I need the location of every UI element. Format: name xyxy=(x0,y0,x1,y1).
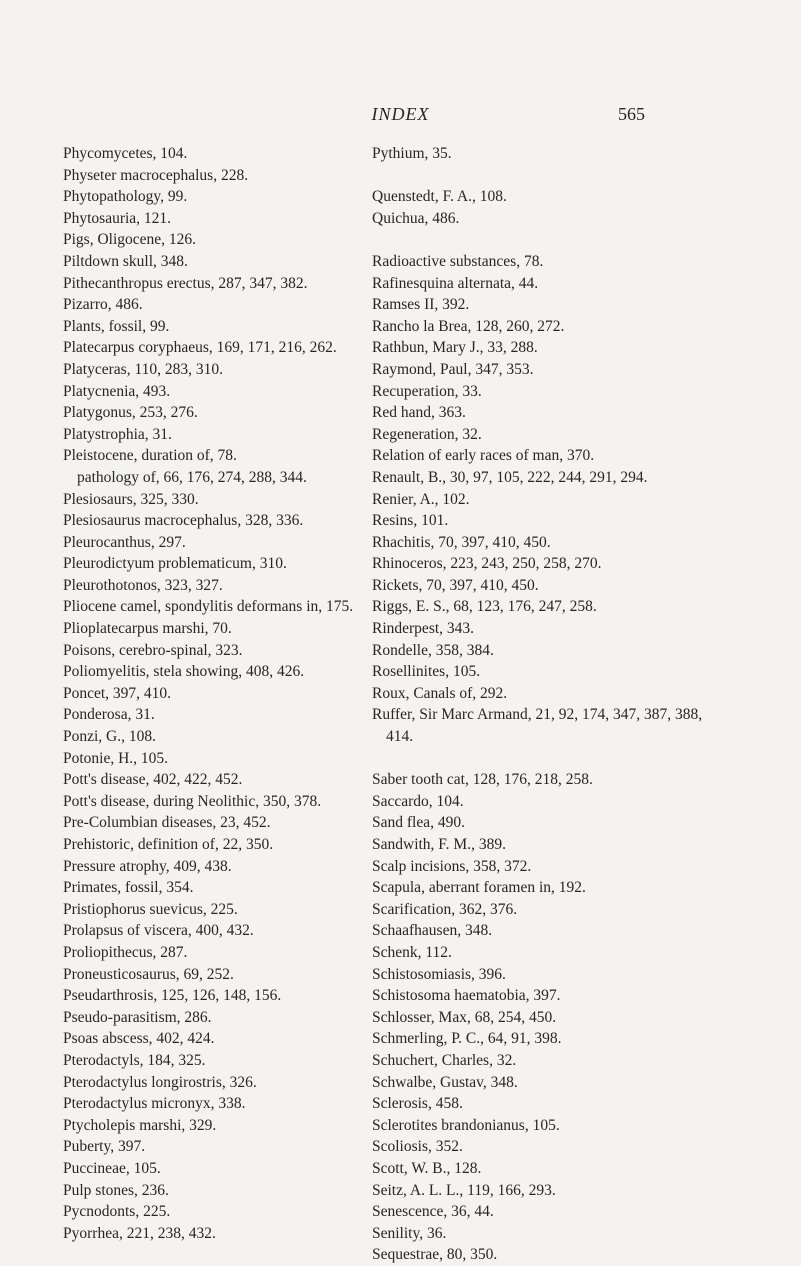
index-entry: Rickets, 70, 397, 410, 450. xyxy=(372,576,539,594)
index-entry: Platycnenia, 493. xyxy=(63,382,171,400)
index-entry: Puberty, 397. xyxy=(63,1138,146,1156)
index-entry: Ponzi, G., 108. xyxy=(63,728,156,746)
index-entry: Potonie, H., 105. xyxy=(63,749,169,767)
letter-gap xyxy=(372,229,712,251)
index-entry: Saccardo, 104. xyxy=(372,792,464,810)
index-entry: Rondelle, 358, 384. xyxy=(372,641,494,659)
index-entry: Renault, B., 30, 97, 105, 222, 244, 291, 294. xyxy=(372,468,648,486)
index-entry: Phycomycetes, 104. xyxy=(63,145,188,162)
index-entry: Red hand, 363. xyxy=(372,404,466,422)
index-entry: Platystrophia, 31. xyxy=(63,425,172,443)
index-entry: Pleurothotonos, 323, 327. xyxy=(63,576,223,594)
index-entry: Platyceras, 110, 283, 310. xyxy=(63,360,223,378)
index-entry: Schenk, 112. xyxy=(372,943,452,961)
index-entry: Raymond, Paul, 347, 353. xyxy=(372,360,534,378)
index-entry: Pythium, 35. xyxy=(372,145,452,162)
index-entry: Rafinesquina alternata, 44. xyxy=(372,274,539,292)
index-entry: Rancho la Brea, 128, 260, 272. xyxy=(372,317,565,335)
index-entry: Schuchert, Charles, 32. xyxy=(372,1051,517,1069)
index-entry: Scoliosis, 352. xyxy=(372,1138,463,1156)
running-head: INDEX xyxy=(371,104,430,124)
letter-gap xyxy=(372,165,712,187)
index-entry: Roux, Canals of, 292. xyxy=(372,684,508,702)
index-entry: Pleurodictyum problematicum, 310. xyxy=(63,555,287,573)
index-entry: Pycnodonts, 225. xyxy=(63,1203,171,1221)
index-entry: Sandwith, F. M., 389. xyxy=(372,836,506,853)
index-entry: Poncet, 397, 410. xyxy=(63,684,172,702)
index-entry: Scapula, aberrant foramen in, 192. xyxy=(372,879,586,897)
index-entry: Pulp stones, 236. xyxy=(63,1181,169,1199)
index-column-right xyxy=(372,143,712,1266)
index-entry: Ramses II, 392. xyxy=(372,296,470,314)
index-entry: Pyorrhea, 221, 238, 432. xyxy=(63,1224,216,1242)
index-entry: Phytopathology, 99. xyxy=(63,188,188,206)
index-entry: Scalp incisions, 358, 372. xyxy=(372,857,532,875)
index-entry: Plioplatecarpus marshi, 70. xyxy=(63,620,232,638)
index-entry: Rhinoceros, 223, 243, 250, 258, 270. xyxy=(372,555,602,573)
index-entry: Rathbun, Mary J., 33, 288. xyxy=(372,339,538,357)
index-entry: Proneusticosaurus, 69, 252. xyxy=(63,965,234,983)
index-entry: Riggs, E. S., 68, 123, 176, 247, 258. xyxy=(372,598,597,616)
index-entry: Pleistocene, duration of, 78. xyxy=(63,447,237,465)
index-entry: Physeter macrocephalus, 228. xyxy=(63,166,249,184)
index-entry: Pizarro, 486. xyxy=(63,296,143,314)
index-entry: Prolapsus of viscera, 400, 432. xyxy=(63,922,254,940)
index-entry: Pressure atrophy, 409, 438. xyxy=(63,857,232,875)
index-entry: Pterodactyls, 184, 325. xyxy=(63,1051,206,1069)
index-entry: Scarification, 362, 376. xyxy=(372,900,518,918)
index-entry: Platecarpus coryphaeus, 169, 171, 216, 262. xyxy=(63,339,337,357)
index-entry: Resins, 101. xyxy=(372,512,449,530)
index-entry: Pleurocanthus, 297. xyxy=(63,533,186,551)
index-entry: Renier, A., 102. xyxy=(372,490,470,508)
index-entry: Senescence, 36, 44. xyxy=(372,1203,494,1221)
index-subentry: pathology of, 66, 176, 274, 288, 344. xyxy=(77,468,307,486)
index-entry: Schistosoma haematobia, 397. xyxy=(372,987,561,1005)
index-entry: Schistosomiasis, 396. xyxy=(372,965,506,983)
index-entry: Pterodactylus micronyx, 338. xyxy=(63,1095,246,1113)
index-entry: Schwalbe, Gustav, 348. xyxy=(372,1073,518,1091)
index-entry: Rinderpest, 343. xyxy=(372,620,475,638)
index-entry: Proliopithecus, 287. xyxy=(63,943,188,961)
index-entry: Recuperation, 33. xyxy=(372,382,482,400)
index-entry: Seitz, A. L. L., 119, 166, 293. xyxy=(372,1181,556,1199)
index-entry: Senility, 36. xyxy=(372,1224,447,1242)
page-header xyxy=(0,104,801,128)
index-entry: Poliomyelitis, stela showing, 408, 426. xyxy=(63,663,305,681)
index-entry: Sequestrae, 80, 350. xyxy=(372,1246,498,1264)
index-entry: Pithecanthropus erectus, 287, 347, 382. xyxy=(63,274,308,292)
index-entry: Ruffer, Sir Marc Armand, 21, 92, 174, 347, 387, 388, 414. xyxy=(372,706,703,746)
index-entry: Platygonus, 253, 276. xyxy=(63,404,198,422)
index-entry: Pseudo-parasitism, 286. xyxy=(63,1008,212,1026)
letter-gap xyxy=(372,748,712,770)
index-entry: Phytosauria, 121. xyxy=(63,209,172,227)
index-entry: Sand flea, 490. xyxy=(372,814,465,832)
index-entry: Ponderosa, 31. xyxy=(63,706,155,724)
index-entry: Primates, fossil, 354. xyxy=(63,879,194,897)
index-entry: Schaafhausen, 348. xyxy=(372,922,493,940)
index-entry: Rosellinites, 105. xyxy=(372,663,481,681)
index-column-left xyxy=(63,143,403,1244)
index-entry: Sclerotites brandonianus, 105. xyxy=(372,1116,560,1134)
index-entry: Regeneration, 32. xyxy=(372,425,482,443)
index-entry: Psoas abscess, 402, 424. xyxy=(63,1030,215,1048)
index-entry: Radioactive substances, 78. xyxy=(372,252,544,270)
index-entry: Saber tooth cat, 128, 176, 218, 258. xyxy=(372,771,593,789)
index-entry: Rhachitis, 70, 397, 410, 450. xyxy=(372,533,551,551)
index-entry: Prehistoric, definition of, 22, 350. xyxy=(63,836,274,853)
index-entry: Quichua, 486. xyxy=(372,209,460,227)
index-entry: Piltdown skull, 348. xyxy=(63,252,188,270)
index-entry: Schmerling, P. C., 64, 91, 398. xyxy=(372,1030,562,1048)
index-entry: Pott's disease, 402, 422, 452. xyxy=(63,771,243,789)
index-entry: Sclerosis, 458. xyxy=(372,1095,463,1113)
index-entry: Pliocene camel, spondylitis deformans in, 175. xyxy=(63,598,354,616)
index-entry: Pseudarthrosis, 125, 126, 148, 156. xyxy=(63,987,282,1005)
index-entry: Pigs, Oligocene, 126. xyxy=(63,231,197,249)
index-entry: Scott, W. B., 128. xyxy=(372,1159,482,1177)
index-entry: Pott's disease, during Neolithic, 350, 378. xyxy=(63,792,322,810)
index-entry: Poisons, cerebro-spinal, 323. xyxy=(63,641,243,659)
index-entry: Pristiophorus suevicus, 225. xyxy=(63,900,238,918)
index-entry: Plants, fossil, 99. xyxy=(63,317,170,335)
index-entry: Relation of early races of man, 370. xyxy=(372,447,595,465)
index-entry: Pre-Columbian diseases, 23, 452. xyxy=(63,814,271,832)
index-entry: Ptycholepis marshi, 329. xyxy=(63,1116,217,1134)
page-number: 565 xyxy=(618,104,645,124)
index-entry: Plesiosaurus macrocephalus, 328, 336. xyxy=(63,512,304,530)
index-entry: Puccineae, 105. xyxy=(63,1159,161,1177)
index-entry: Plesiosaurs, 325, 330. xyxy=(63,490,199,508)
index-entry: Quenstedt, F. A., 108. xyxy=(372,188,507,206)
index-entry: Pterodactylus longirostris, 326. xyxy=(63,1073,257,1091)
index-entry: Schlosser, Max, 68, 254, 450. xyxy=(372,1008,557,1026)
